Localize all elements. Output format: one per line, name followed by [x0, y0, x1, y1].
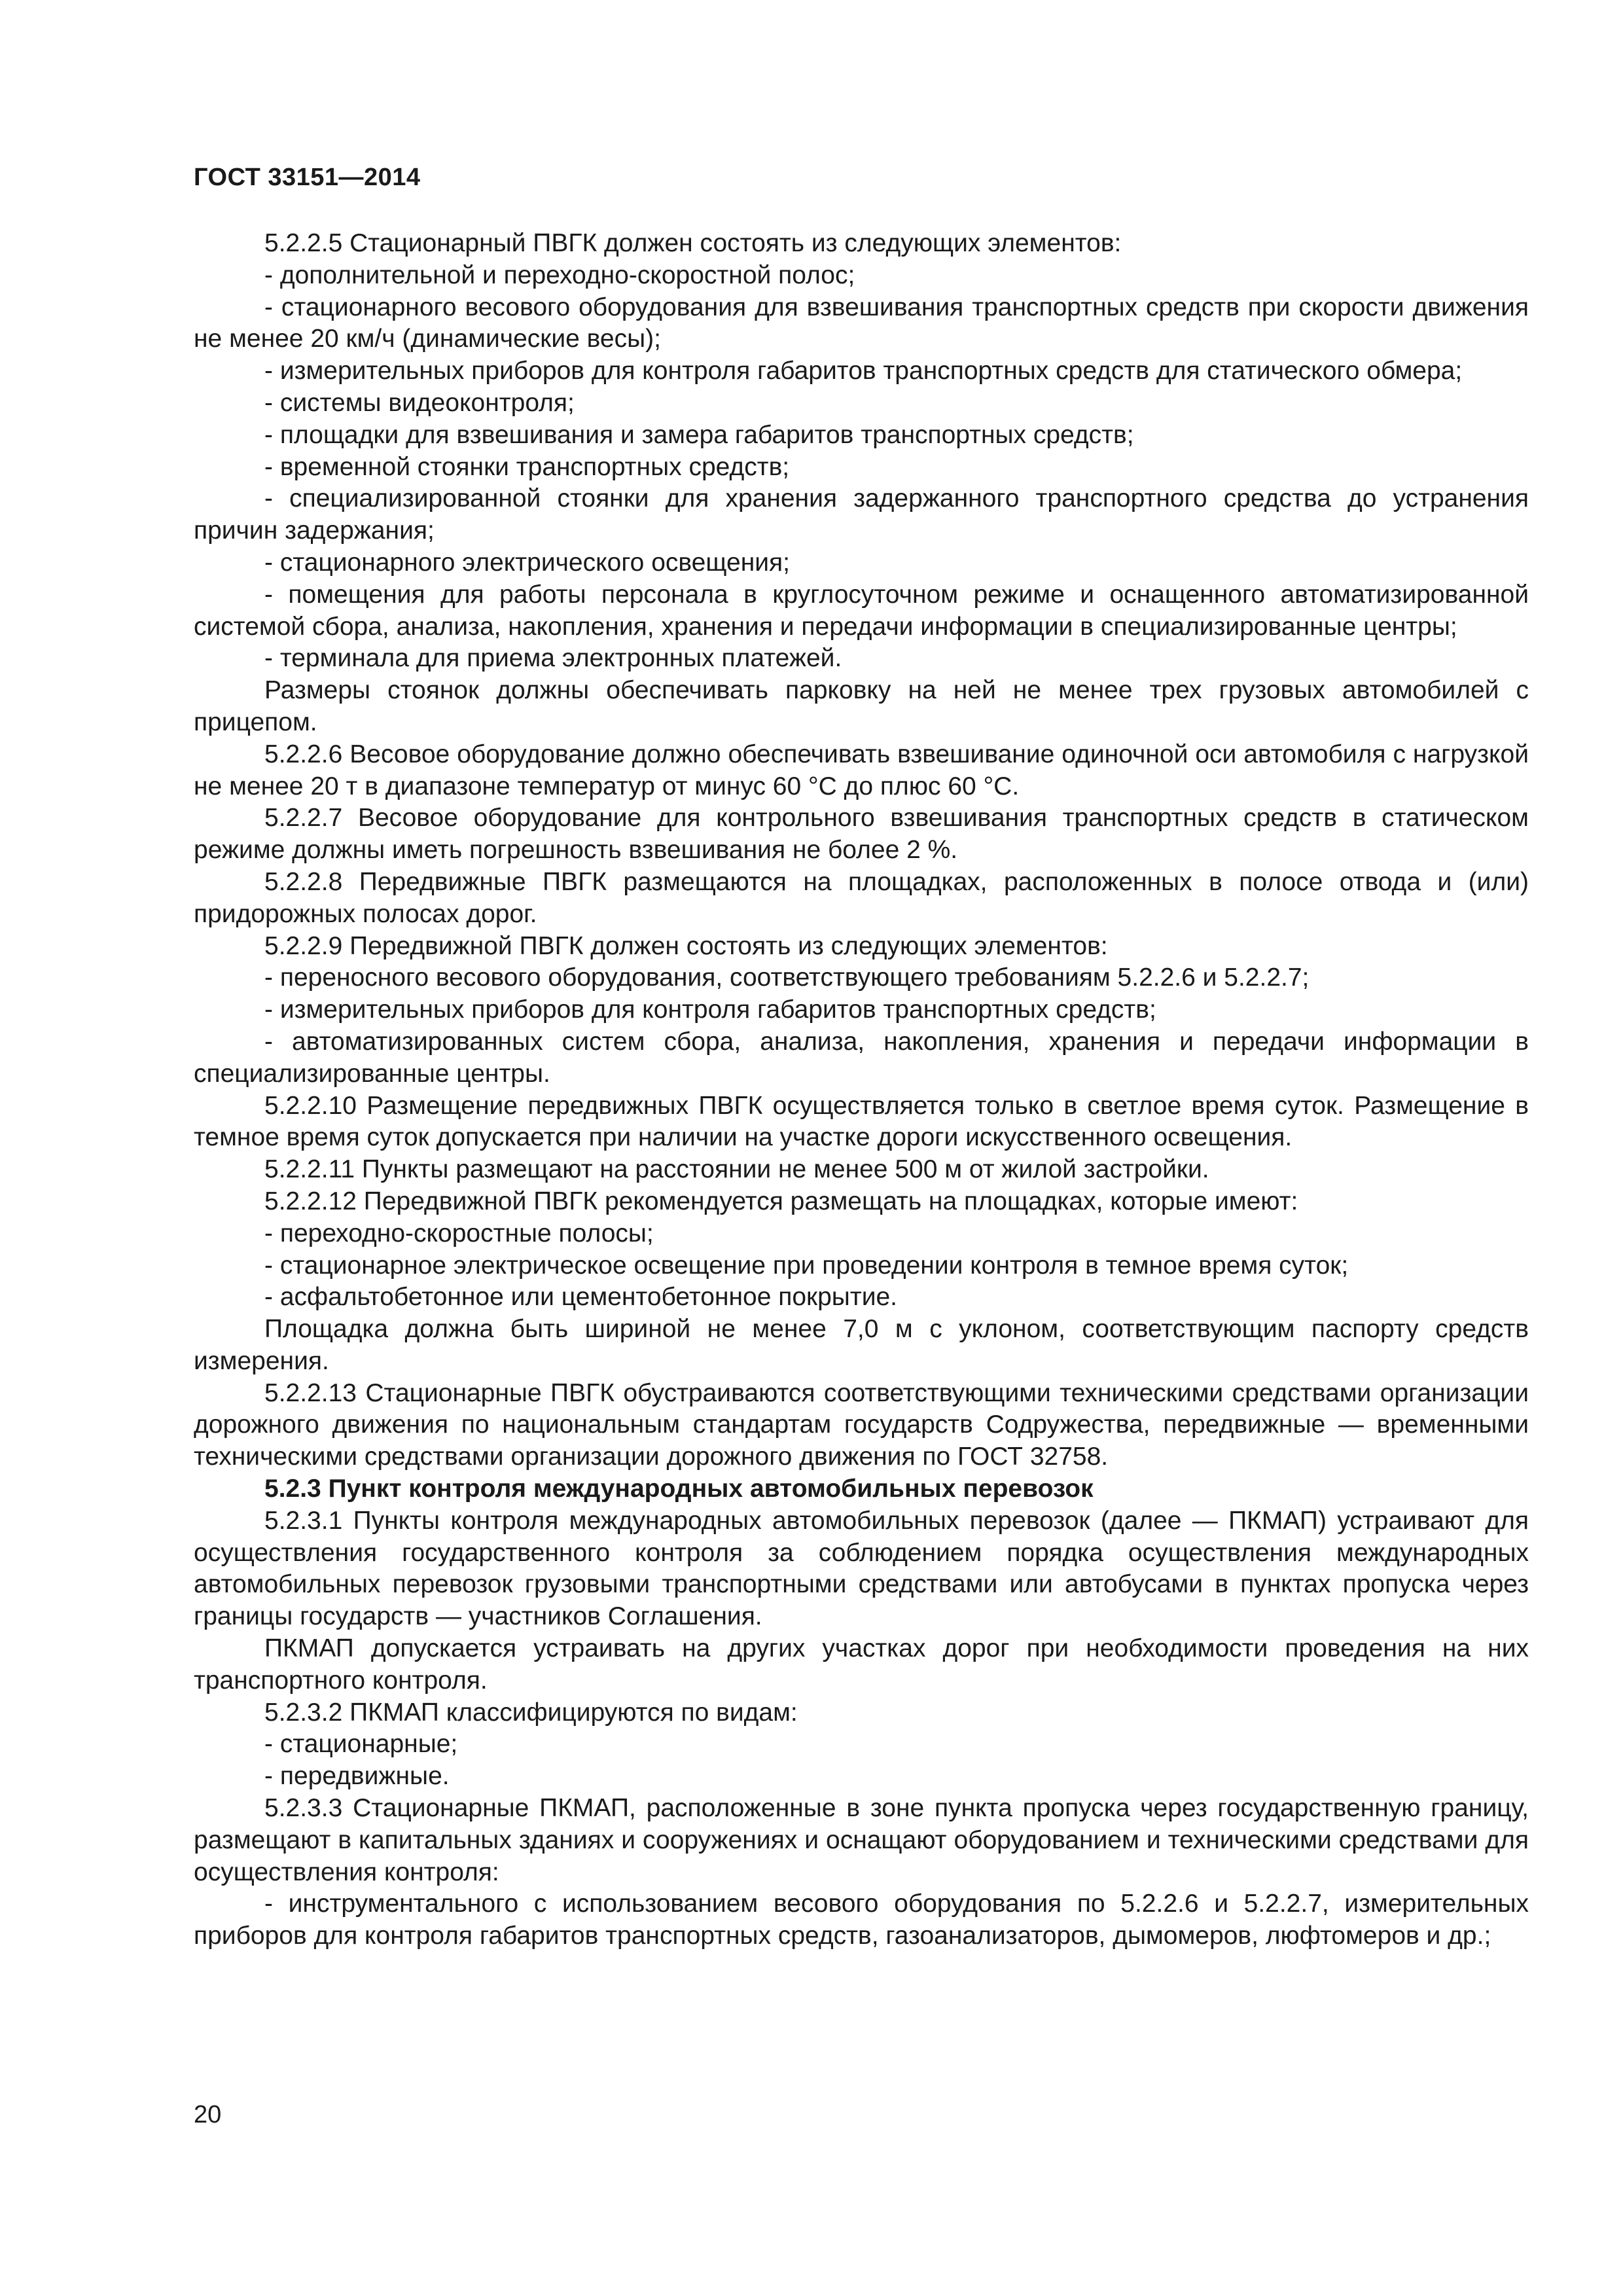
list-item: - переходно-скоростные полосы;	[264, 1219, 654, 1247]
document-code-header: ГОСТ 33151—2014	[194, 164, 421, 191]
paragraph-5-2-3-3: 5.2.3.3 Стационарные ПКМАП, расположенные в зоне пункта пропуска через государственную границу, размещают в капитальных зданиях и сооружениях и оснащают оборудованием и техническими средствами для осуществления контроля:	[194, 1794, 1529, 1886]
list-item: - системы видеоконтроля;	[264, 388, 575, 417]
list-item: - измерительных приборов для контроля габаритов транспортных средств для статического обмера;	[264, 357, 1463, 386]
paragraph-5-2-2-6: 5.2.2.6 Весовое оборудование должно обеспечивать взвешивание одиночной оси автомобиля с нагрузкой не менее 20 т в диапазоне температур от минус 60 °С до плюс 60 °С.	[194, 740, 1529, 800]
paragraph-5-2-2-11: 5.2.2.11 Пункты размещают на расстоянии не менее 500 м от жилой застройки.	[264, 1155, 1209, 1184]
list-item: - стационарного весового оборудования для взвешивания транспортных средств при скорости движения не менее 20 км/ч (динамические весы);	[194, 293, 1529, 353]
paragraph-5-2-2-9: 5.2.2.9 Передвижной ПВГК должен состоять из следующих элементов:	[264, 931, 1108, 960]
paragraph-5-2-3-2: 5.2.3.2 ПКМАП классифицируются по видам:	[264, 1698, 798, 1727]
list-item: - инструментального с использованием весового оборудования по 5.2.2.6 и 5.2.2.7, измерительных приборов для контроля габаритов транспортных средств, газоанализаторов, дымомеров, люфтомеров и др.;	[194, 1890, 1529, 1950]
list-item: - специализированной стоянки для хранения задержанного транспортного средства до устранения причин задержания;	[194, 484, 1529, 545]
list-item: - помещения для работы персонала в круглосуточном режиме и оснащенного автоматизированной системой сбора, анализа, накопления, хранения и передачи информации в специализированные центры;	[194, 580, 1529, 641]
list-item: - стационарное электрическое освещение при проведении контроля в темное время суток;	[264, 1251, 1349, 1280]
paragraph-5-2-2-12: 5.2.2.12 Передвижной ПВГК рекомендуется размещать на площадках, которые имеют:	[264, 1187, 1298, 1215]
list-item: - стационарные;	[264, 1730, 458, 1759]
section-heading-5-2-3: 5.2.3 Пункт контроля международных автомобильных перевозок	[264, 1475, 1094, 1503]
page-number: 20	[194, 2101, 222, 2128]
paragraph-5-2-2-13: 5.2.2.13 Стационарные ПВГК обустраиваются соответствующими техническими средствами организации дорожного движения по национальным стандартам государств Содружества, передвижные — временными техническими средствами организации дорожного движения по ГОСТ 32758.	[194, 1378, 1529, 1471]
list-item: - асфальтобетонное или цементобетонное покрытие.	[264, 1283, 898, 1312]
list-item: - площадки для взвешивания и замера габаритов транспортных средств;	[264, 420, 1134, 449]
paragraph-5-2-3-1: 5.2.3.1 Пункты контроля международных автомобильных перевозок (далее — ПКМАП) устраивают для осуществления государственного контроля за соблюдением порядка осуществления международных автомобильных перевозок грузовыми транспортными средствами или автобусами в пунктах пропуска через границы государств — участников Соглашения.	[194, 1506, 1529, 1631]
paragraph-5-2-2-5: 5.2.2.5 Стационарный ПВГК должен состоять из следующих элементов:	[264, 229, 1122, 257]
document-body	[194, 228, 1529, 1952]
list-item: - переносного весового оборудования, соответствующего требованиям 5.2.2.6 и 5.2.2.7;	[264, 963, 1310, 992]
paragraph-5-2-2-7: 5.2.2.7 Весовое оборудование для контрольного взвешивания транспортных средств в статическом режиме должны иметь погрешность взвешивания не более 2 %.	[194, 804, 1529, 865]
list-item: - автоматизированных систем сбора, анализа, накопления, хранения и передачи информации в специализированные центры.	[194, 1027, 1529, 1088]
list-item: - стационарного электрического освещения;	[264, 548, 790, 577]
list-item: - терминала для приема электронных платежей.	[264, 644, 842, 673]
paragraph: Площадка должна быть шириной не менее 7,0 м с уклоном, соответствующим паспорту средств измерения.	[194, 1315, 1529, 1375]
list-item: - дополнительной и переходно-скоростной полос;	[264, 260, 855, 289]
list-item: - временной стоянки транспортных средств;	[264, 452, 790, 481]
list-item: - передвижные.	[264, 1762, 450, 1791]
list-item: - измерительных приборов для контроля габаритов транспортных средств;	[264, 996, 1156, 1024]
paragraph: ПКМАП допускается устраивать на других участках дорог при необходимости проведения на них транспортного контроля.	[194, 1634, 1529, 1695]
paragraph-5-2-2-10: 5.2.2.10 Размещение передвижных ПВГК осуществляется только в светлое время суток. Размещение в темное время суток допускается при наличии на участке дороги искусственного освещения.	[194, 1091, 1529, 1152]
paragraph-5-2-2-8: 5.2.2.8 Передвижные ПВГК размещаются на площадках, расположенных в полосе отвода и (или) придорожных полосах дорог.	[194, 867, 1529, 928]
paragraph: Размеры стоянок должны обеспечивать парковку на ней не менее трех грузовых автомобилей с прицепом.	[194, 676, 1529, 736]
